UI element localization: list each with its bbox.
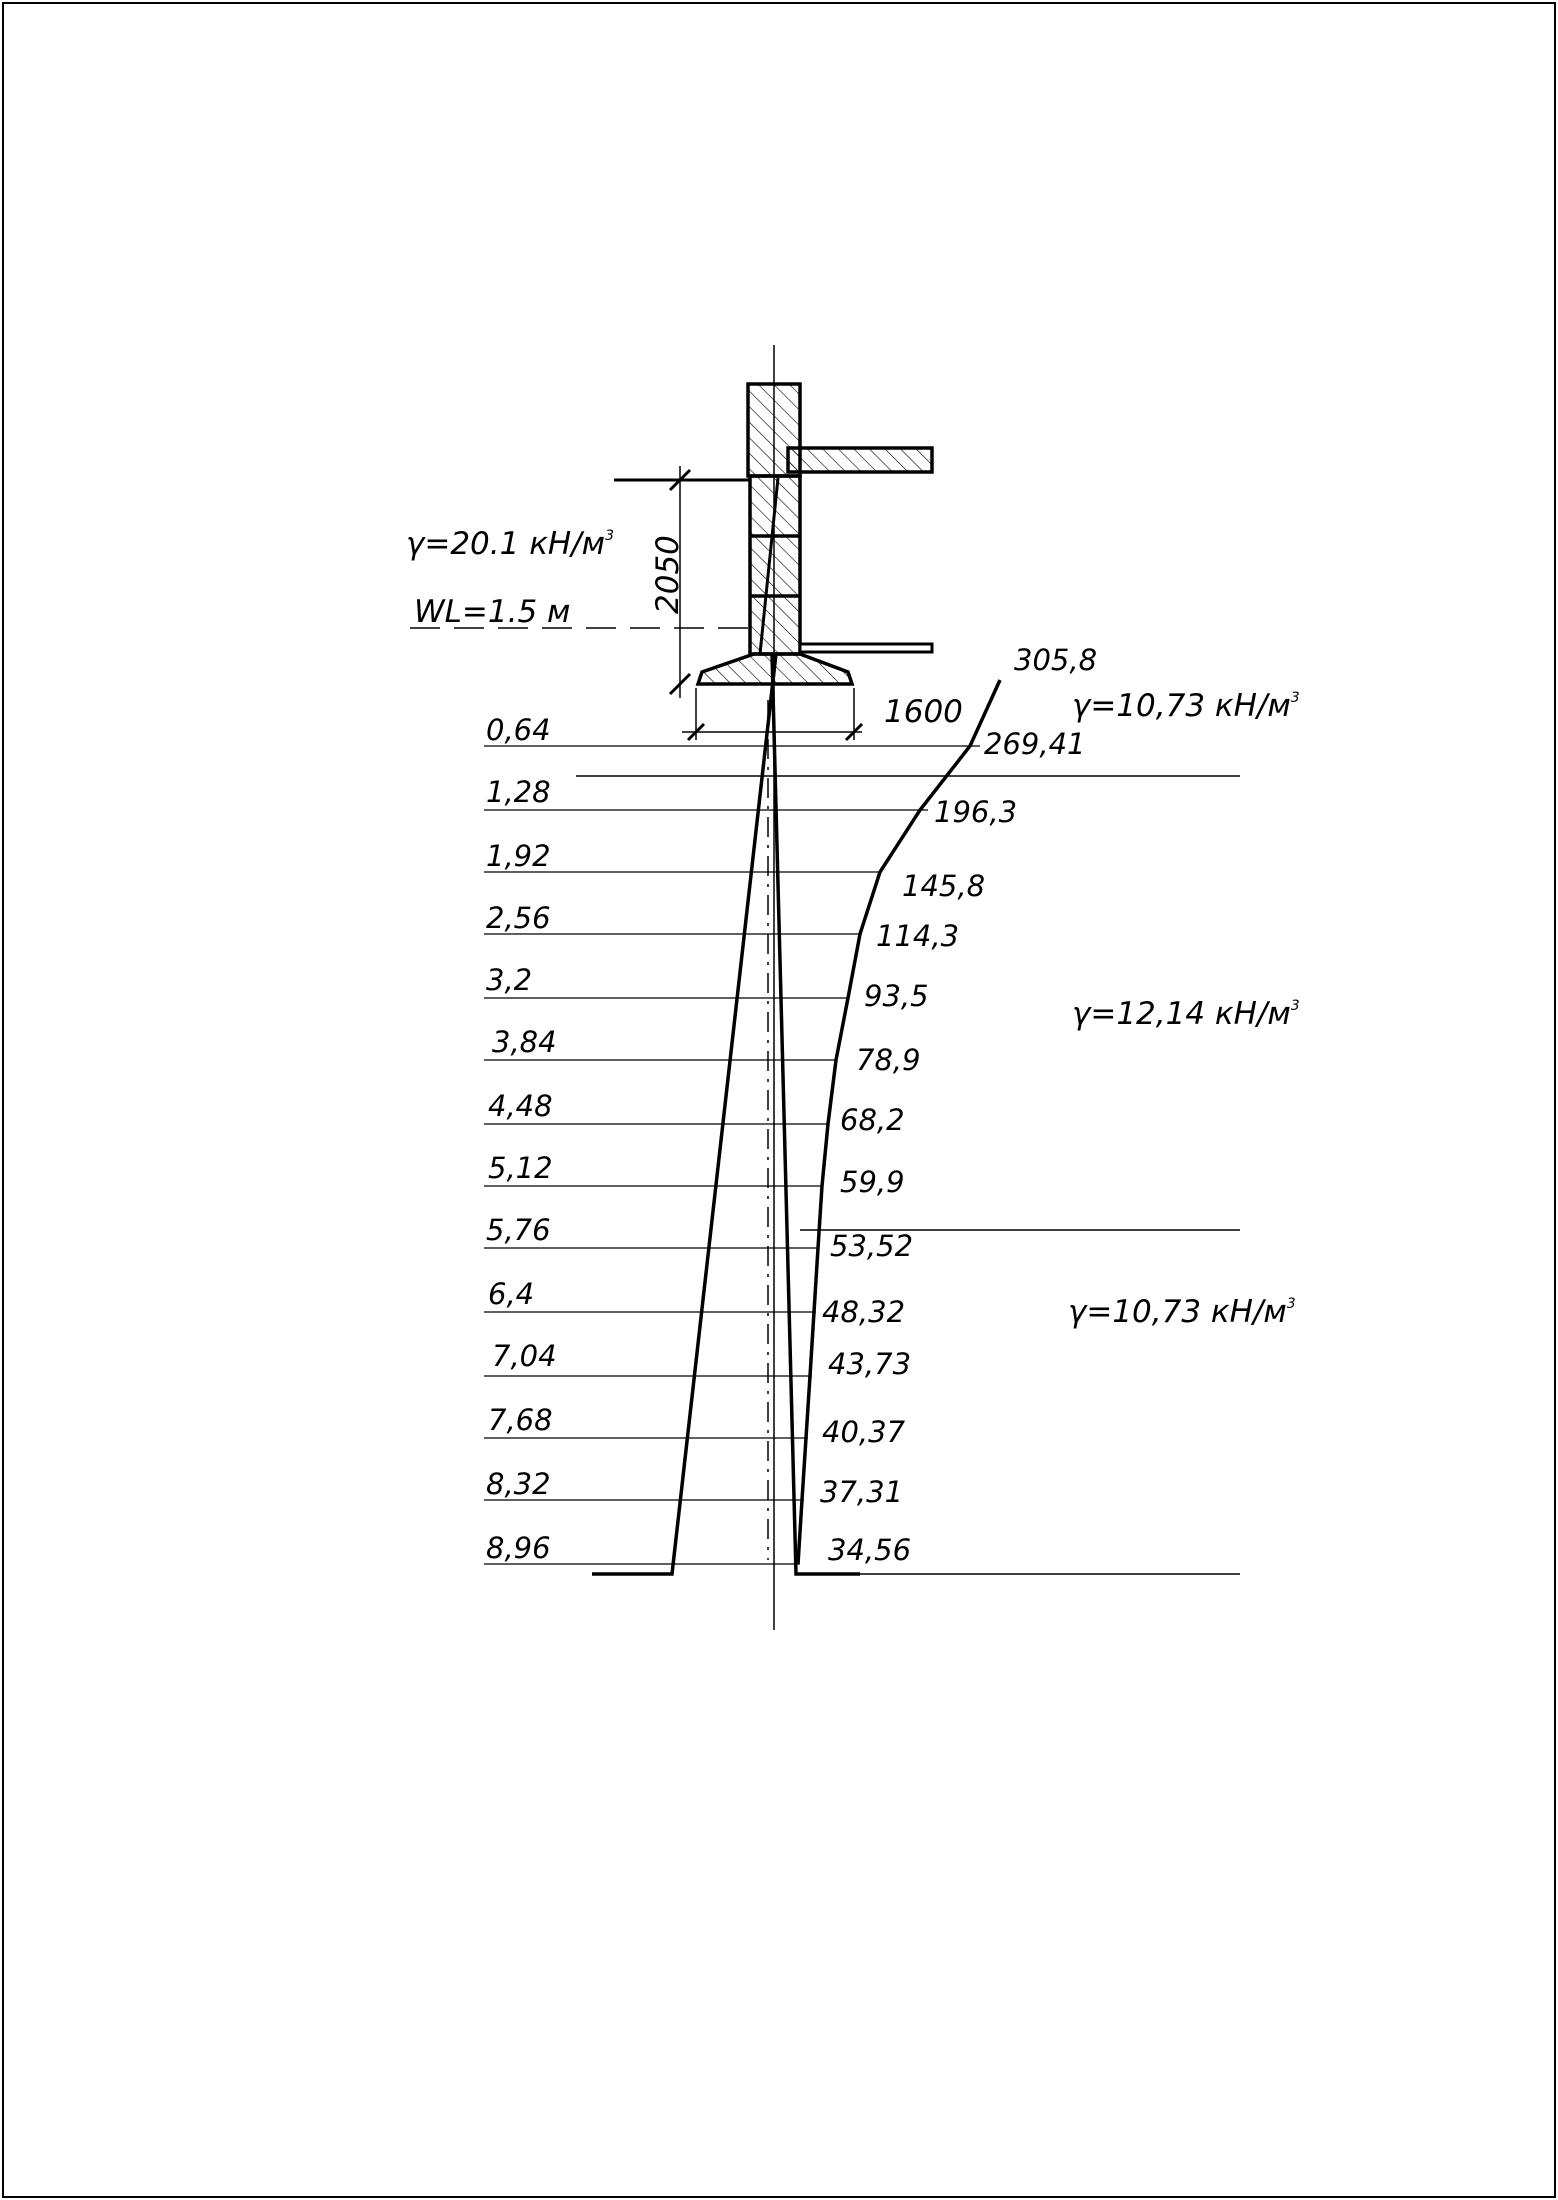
pressure-label: 269,41 [984,727,1086,761]
pressure-label: 93,5 [864,979,929,1013]
depth-label: 2,56 [486,901,551,935]
unit-weight-fill-label: γ=20.1 $кН/м^3$ [406,526,614,562]
depth-label: 5,12 [488,1151,553,1185]
depth-label: 6,4 [488,1277,535,1311]
unit-weight-layer1-label: γ=10,73 $кН/м^3$ [1072,688,1300,724]
upper-slab [788,448,932,472]
pressure-label: 34,56 [828,1533,912,1567]
width-dimension-label: 1600 [884,694,963,730]
pressure-label: 43,73 [828,1347,912,1381]
depth-label: 7,04 [492,1339,557,1373]
depth-label: 8,32 [486,1467,551,1501]
lower-slab [800,644,932,652]
depth-label: 3,2 [486,963,533,997]
pressure-label: 59,9 [840,1165,905,1199]
depth-labels [486,713,557,1565]
depth-label: 0,64 [486,713,551,747]
pressure-label: 40,37 [822,1415,906,1449]
depth-label: 7,68 [488,1403,553,1437]
pressure-label: 78,9 [856,1043,921,1077]
depth-label: 1,92 [486,839,551,873]
pressure-label: 145,8 [902,869,986,903]
pressure-label: 305,8 [1014,643,1098,677]
unit-weight-layer3-label: γ=10,73 $кН/м^3$ [1068,1294,1296,1330]
pressure-label: 37,31 [820,1475,904,1509]
depth-label: 1,28 [486,775,551,809]
pressure-labels [820,643,1097,1567]
pressure-label: 48,32 [822,1295,906,1329]
height-dimension-label: 2050 [650,535,686,614]
pressure-label: 68,2 [840,1103,905,1137]
water-level-label: WL=1.5 м [414,594,571,630]
sheet-frame [3,3,1555,2197]
depth-label: 3,84 [492,1025,557,1059]
pressure-label: 53,52 [830,1229,914,1263]
pressure-label: 196,3 [934,795,1018,829]
pressure-label: 114,3 [876,919,960,953]
wall-structure [698,384,932,684]
depth-label: 4,48 [488,1089,553,1123]
pile-left-edge [592,654,776,1574]
depth-label: 5,76 [486,1213,551,1247]
unit-weight-layer2-label: γ=12,14 $кН/м^3$ [1072,996,1300,1032]
depth-label: 8,96 [486,1531,551,1565]
